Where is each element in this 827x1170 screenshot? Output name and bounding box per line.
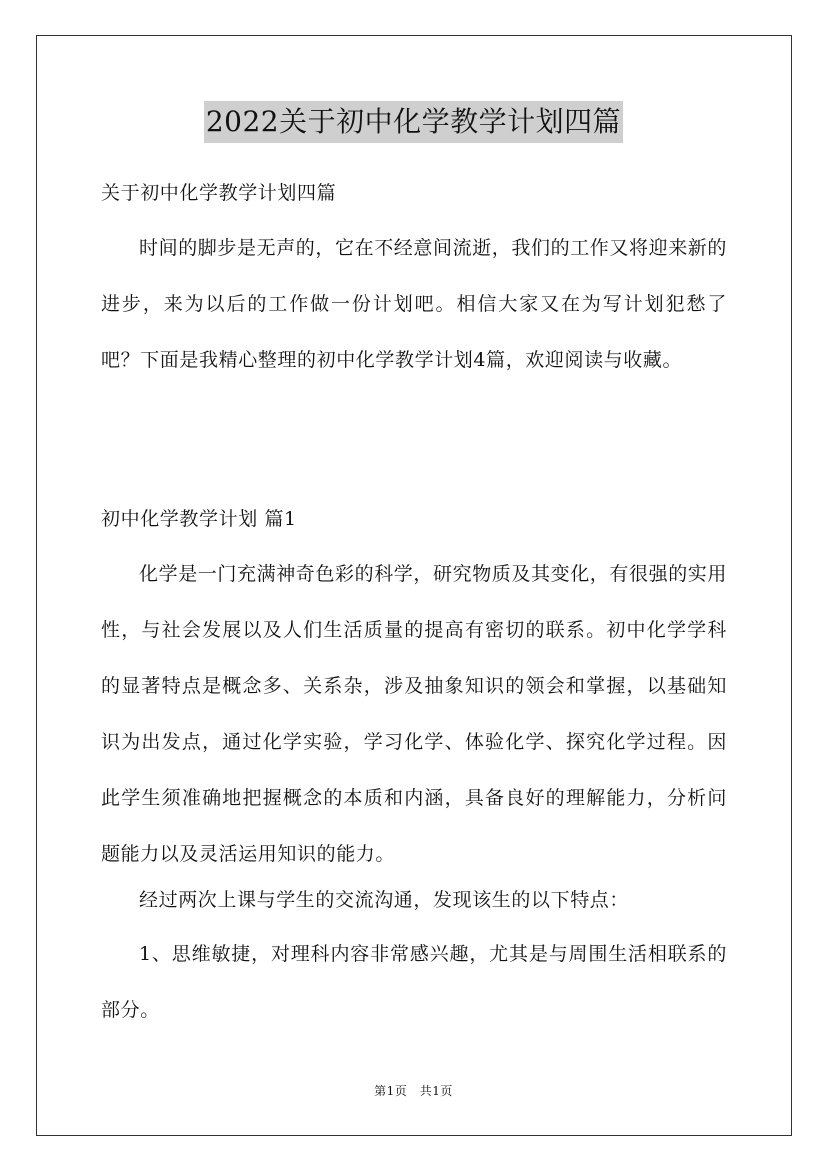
title-container [0,101,827,143]
body-paragraph: 1、思维敏捷，对理科内容非常感兴趣，尤其是与周围生活相联系的部分。 [101,943,727,1021]
body-paragraph: 经过两次上课与学生的交流沟通，发现该生的以下特点： [139,889,630,911]
document-subtitle: 关于初中化学教学计划四篇 [101,182,337,204]
intro-paragraph: 时间的脚步是无声的，它在不经意间流逝，我们的工作又将迎来新的进步，来为以后的工作做一份计划吧。相信大家又在为写计划犯愁了吧？下面是我精心整理的初中化学教学计划4篇，欢迎阅读与收藏。 [101,237,728,371]
page-footer: 第1页 共1页 [374,1084,453,1098]
section-heading: 初中化学教学计划 篇1 [101,508,297,530]
body-paragraph: 化学是一门充满神奇色彩的科学，研究物质及其变化，有很强的实用性，与社会发展以及人们生活质量的提高有密切的联系。初中化学学科的显著特点是概念多、关系杂，涉及抽象知识的领会和掌握，以基础知识为出发点，通过化学实验，学习化学、体验化学、探究化学过程。因此学生须准确地把握概念的本质和内涵，具备良好的理解能力，分析问题能力以及灵活运用知识的能力。 [101,563,728,865]
document-title: 2022关于初中化学教学计划四篇 [204,101,623,143]
